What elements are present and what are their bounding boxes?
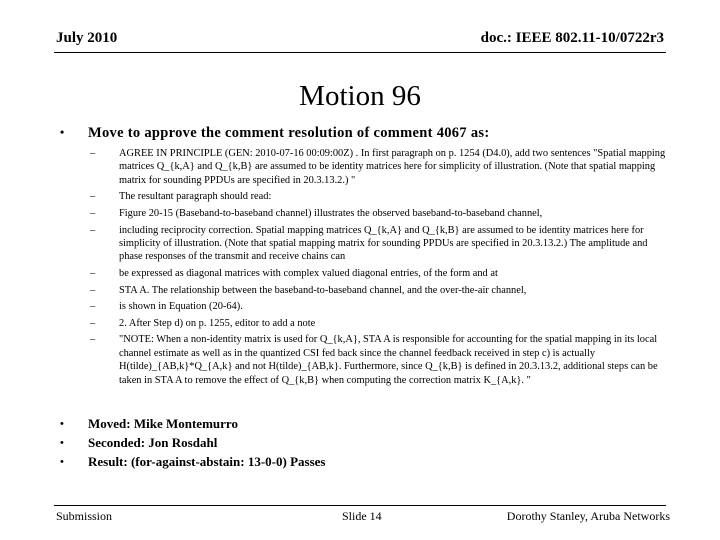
bullet-marker: • (60, 418, 64, 430)
sub-item (90, 284, 670, 297)
bullet-marker: • (60, 437, 64, 449)
sub-item (90, 333, 670, 387)
motion-text: Move to approve the comment resolution of comment 4067 as: (88, 125, 490, 141)
dash-marker: – (90, 301, 96, 313)
seconded-text: Seconded: Jon Rosdahl (88, 435, 218, 450)
sub-item (90, 300, 670, 313)
moved-line (60, 416, 660, 435)
dash-marker: – (90, 334, 96, 346)
moved-text: Moved: Mike Montemurro (88, 416, 238, 431)
sub-item-text: Figure 20-15 (Baseband-to-baseband channel) illustrates the observed baseband-to-baseband channel, (119, 208, 543, 219)
sub-item (90, 267, 670, 280)
footer-slide-number: Slide 14 (342, 509, 382, 523)
header-doc-id: doc.: IEEE 802.11-10/0722r3 (480, 30, 664, 46)
footer-author: Dorothy Stanley, Aruba Networks (506, 509, 670, 523)
bullet-marker: • (60, 456, 64, 468)
sub-item-text: is shown in Equation (20-64). (119, 301, 243, 313)
sub-item-text: 2. After Step d) on p. 1255, editor to add a note (119, 317, 316, 329)
sub-item-text: The resultant paragraph should read: (119, 191, 272, 203)
result-text: Result: (for-against-abstain: 13-0-0) Passes (88, 454, 326, 469)
sub-item-text: be expressed as diagonal matrices with complex valued diagonal entries, of the form and at (119, 268, 498, 279)
dash-marker: – (90, 224, 96, 236)
dash-marker: – (90, 148, 96, 159)
header-date: July 2010 (56, 30, 118, 46)
sub-item (90, 147, 670, 187)
footer-submission: Submission (56, 509, 113, 523)
bullet-marker: • (60, 125, 65, 139)
result-line (60, 454, 660, 473)
sub-item (90, 224, 670, 264)
sub-item-text: AGREE IN PRINCIPLE (GEN: 2010-07-16 00:09:00Z) . In first paragraph on p. 1254 (D4.0), add two sentences "Spatial mapping matrices Q_{k,A} and Q_{k,B} are assumed to be identity matrices here for simplicity of illustration. (Note that spatial mapping matrix for sounding PPDUs are specified in 20.3.13.2.) " (119, 148, 666, 186)
dash-marker: – (90, 191, 96, 203)
dash-marker: – (90, 268, 96, 279)
dash-marker: – (90, 284, 96, 296)
motion-sub-items (90, 147, 670, 390)
sub-item-text: "NOTE: When a non-identity matrix is used for Q_{k,A}, STA A is responsible for accounting for the spatial mapping in its local channel estimate as well as in the quantized CSI fed back since the channel feedback received in step c) is actually H(tilde)_{AB,k}*Q_{A,k} and not H(tilde)_{AB,k}. Furthermore, since Q_{k,B} is defined in 20.3.13.2, additional steps can be taken in STA A to remove the effect of Q_{k,B} when computing the correction matrix K_{A,k}. " (119, 334, 658, 386)
footer-rule (54, 505, 666, 506)
vote-results (60, 416, 660, 473)
dash-marker: – (90, 208, 96, 219)
slide-title: Motion 96 (299, 80, 421, 112)
sub-item (90, 207, 670, 220)
dash-marker: – (90, 317, 96, 329)
sub-item (90, 317, 670, 330)
sub-item-text: including reciprocity correction. Spatial mapping matrices Q_{k,A} and Q_{k,B} are assumed to be identity matrices here for simplicity of illustration. (Note that spatial mapping matrix for sounding PPDUs are specified in 20.3.13.2.) The amplitude and phase responses of the transmit and receive chains can (119, 224, 648, 263)
seconded-line (60, 435, 660, 454)
header-rule (54, 52, 666, 53)
sub-item (90, 190, 670, 203)
sub-item-text: STA A. The relationship between the baseband-to-baseband channel, and the over-the-air channel, (119, 284, 527, 296)
